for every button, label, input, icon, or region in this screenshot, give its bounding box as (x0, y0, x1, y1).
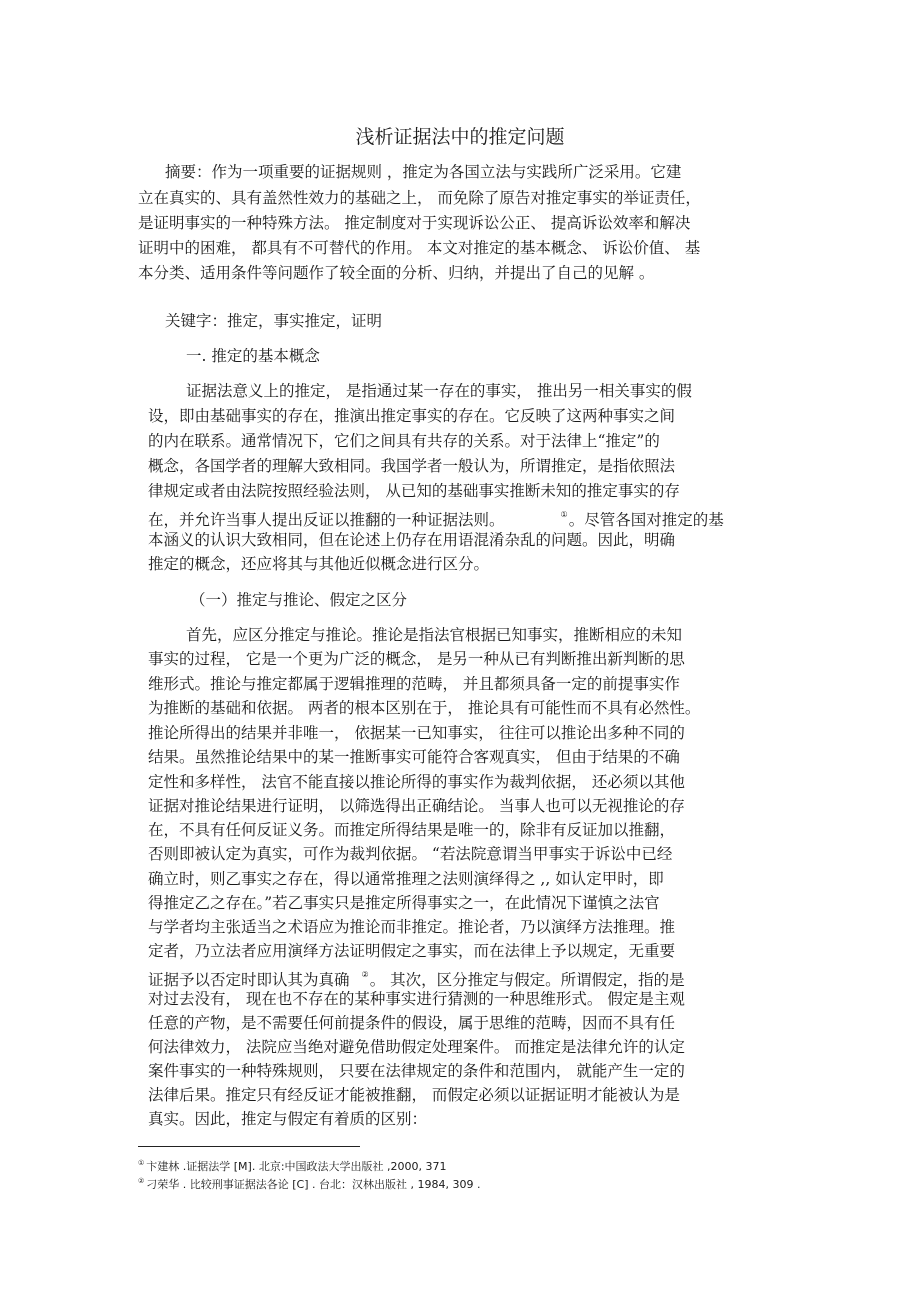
body-line: 证据法意义上的推定， 是指通过某一存在的事实， 推出另一相关事实的假 (186, 382, 692, 400)
footnote-text: 刁荣华 . 比较刑事证据法各论 [C] . 台北：汉林出版社 , 1984, 309 . (146, 1178, 481, 1191)
body-line: 对过去没有， 现在也不存在的某种事实进行猜测的一种思维形式。 假定是主观 (148, 990, 685, 1008)
abstract-line: 是证明事实的一种特殊方法。 推定制度对于实现诉讼公正、 提高诉讼效率和解决 (138, 214, 691, 232)
footnote-mark: ② (138, 1177, 145, 1185)
body-line: 本涵义的认识大致相同，但在论述上仍存在用语混淆杂乱的问题。因此，明确 (148, 531, 676, 549)
footnote (138, 1174, 481, 1192)
footnote-divider (138, 1146, 360, 1147)
footnote-ref: ② (361, 970, 369, 979)
body-line: 律规定或者由法院按照经验法则， 从已知的基础事实推断未知的推定事实的存 (148, 482, 680, 500)
body-text: 证据予以否定时即认其为真确 (148, 971, 350, 989)
body-line: 维形式。推论与推定都属于逻辑推理的范畴， 并且都须具备一定的前提事实作 (148, 675, 680, 693)
body-line: 确立时，则乙事实之存在，得以通常推理之法则演绎得之 ,, 如认定甲时，即 (148, 870, 664, 888)
abstract-line: 证明中的困难， 都具有不可替代的作用。 本文对推定的基本概念、 诉讼价值、 基 (138, 239, 701, 257)
body-line: 得推定乙之存在。”若乙事实只是推定所得事实之一，在此情况下谨慎之法官 (148, 894, 660, 912)
abstract-line: 摘要：作为一项重要的证据规则 ，推定为各国立法与实践所广泛采用。它建 (165, 163, 682, 181)
keywords: 关键字：推定，事实推定，证明 (165, 312, 383, 330)
section-heading: 一. 推定的基本概念 (186, 347, 320, 365)
abstract-line: 立在真实的、具有盖然性效力的基础之上， 而免除了原告对推定事实的举证责任， (138, 189, 701, 207)
footnote-ref: ① (560, 510, 568, 519)
subsection-heading: （一）推定与推论、假定之区分 (190, 591, 408, 609)
body-line: 定者，乃立法者应用演绎方法证明假定之事实，而在法律上予以规定，无重要 (148, 942, 676, 960)
body-line: 何法律效力， 法院应当绝对避免借助假定处理案件。 而推定是法律允许的认定 (148, 1038, 685, 1056)
body-line: 与学者均主张适当之术语应为推论而非推定。推论者，乃以演绎方法推理。推 (148, 918, 676, 936)
body-line: 结果。虽然推论结果中的某一推断事实可能符合客观真实， 但由于结果的不确 (148, 748, 680, 766)
body-line: 否则即被认定为真实，可作为裁判依据。 “若法院意谓当甲事实于诉讼中已经 (148, 845, 673, 863)
body-line: 法律后果。推定只有经反证才能被推翻， 而假定必须以证据证明才能被认为是 (148, 1086, 680, 1104)
body-line: 案件事实的一种特殊规则， 只要在法律规定的条件和范围内， 就能产生一定的 (148, 1062, 685, 1080)
paper-title: 浅析证据法中的推定问题 (355, 126, 565, 148)
body-line: 的内在联系。通常情况下，它们之间具有共存的关系。对于法律上“推定”的 (148, 432, 660, 450)
body-line: 为推断的基础和依据。 两者的根本区别在于， 推论具有可能性而不具有必然性。 (148, 699, 701, 717)
footnote (138, 1156, 447, 1174)
body-text: 。尽管各国对推定的基 (568, 511, 724, 529)
body-line: 任意的产物，是不需要任何前提条件的假设，属于思维的范畴，因而不具有任 (148, 1014, 676, 1032)
footnote-mark: ① (138, 1159, 145, 1167)
body-line: 推论所得出的结果并非唯一， 依据某一已知事实， 往往可以推论出多种不同的 (148, 724, 685, 742)
body-line: 定性和多样性， 法官不能直接以推论所得的事实作为裁判依据， 还必须以其他 (148, 773, 685, 791)
footnote-text: 卞建林 .证据法学 [M]. 北京:中国政法大学出版社 ,2000, 371 (146, 1160, 447, 1173)
body-line: 推定的概念，还应将其与其他近似概念进行区分。 (148, 555, 490, 573)
body-text: 。 其次，区分推定与假定。所谓假定，指的是 (369, 971, 685, 989)
body-line (148, 964, 685, 991)
body-line: 首先，应区分推定与推论。推论是指法官根据已知事实，推断相应的未知 (186, 626, 683, 644)
body-line (148, 504, 724, 531)
body-line: 事实的过程， 它是一个更为广泛的概念， 是另一种从已有判断推出新判断的思 (148, 650, 685, 668)
body-line: 证据对推论结果进行证明， 以筛选得出正确结论。 当事人也可以无视推论的存 (148, 797, 685, 815)
body-text: 在，并允许当事人提出反证以推翻的一种证据法则。 (148, 511, 505, 529)
body-line: 概念，各国学者的理解大致相同。我国学者一般认为，所谓推定，是指依照法 (148, 457, 676, 475)
body-line: 真实。因此，推定与假定有着质的区别： (148, 1110, 428, 1128)
abstract-line: 本分类、适用条件等问题作了较全面的分析、归纳，并提出了自己的见解 。 (138, 264, 655, 282)
body-line: 在，不具有任何反证义务。而推定所得结果是唯一的，除非有反证加以推翻， (148, 821, 676, 839)
body-line: 设，即由基础事实的存在，推演出推定事实的存在。它反映了这两种事实之间 (148, 407, 676, 425)
